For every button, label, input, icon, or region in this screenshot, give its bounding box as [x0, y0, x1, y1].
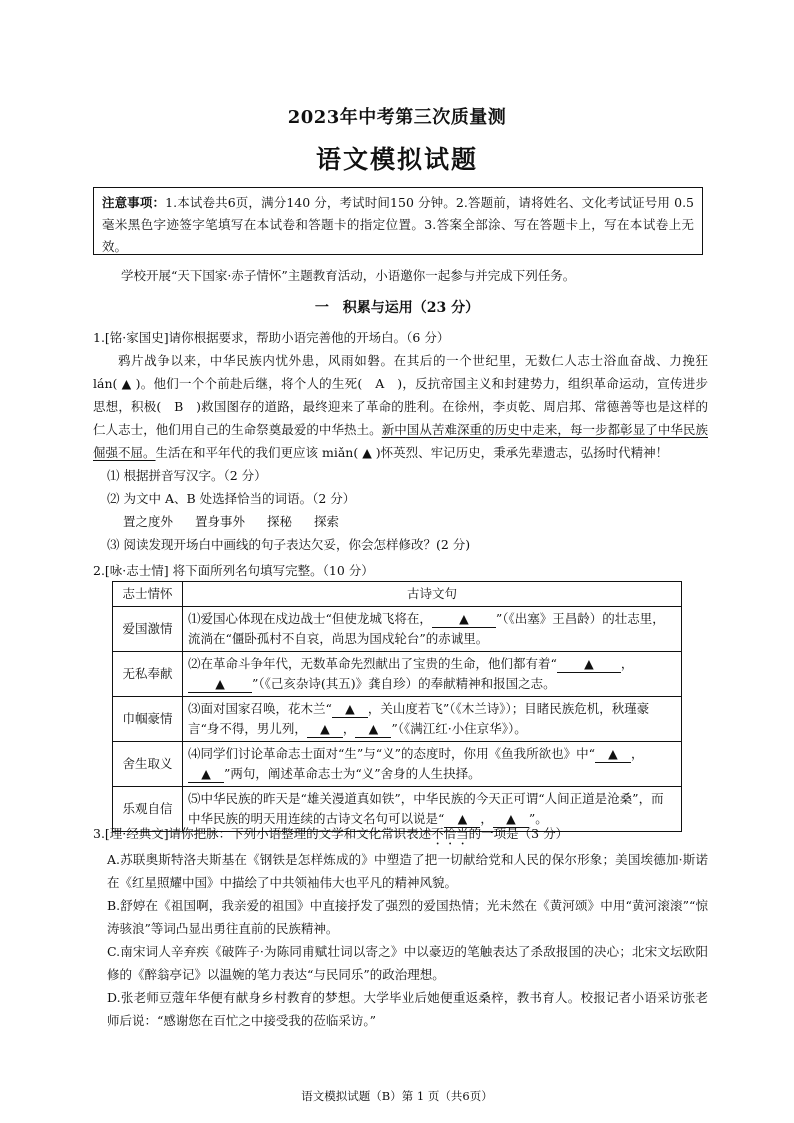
- row-text: ，: [620, 656, 634, 671]
- row-category: 爱国激情: [113, 607, 183, 652]
- row-text: ⑵在革命斗争年代，无数革命先烈献出了宝贵的生命，他们都有着“: [188, 656, 557, 671]
- row-category: 乐观自信: [113, 787, 183, 832]
- table-header-row: [113, 582, 682, 607]
- q1-passage-text: 鸦片战争以来，中华民族内忧外患，风雨如磐。在其后的一个世纪里，无数仁人志士浴血奋战、力挽狂 lán( ▲ )。他们一个个前赴后继，将个人的生死( A )，反抗帝国主义和封建势力，组织革命运动，宣传进步思想，积极( B )救国图存的道路，最终迎来了革命的胜利。在徐州，李贞乾、周启邦、常德善等也是这样的仁人志士，他们用自己的生命祭奠最爱的中华热土。: [93, 353, 708, 437]
- answer-blank[interactable]: ▲: [444, 811, 480, 828]
- row-text: ”。: [528, 811, 548, 826]
- answer-blank[interactable]: ▲: [188, 676, 252, 693]
- q1-passage: [93, 349, 708, 464]
- row-text: ⑶面对国家召唤，花木兰“: [188, 701, 332, 716]
- answer-blank[interactable]: ▲: [188, 766, 224, 783]
- row-content: [183, 742, 682, 787]
- table-header-cell: 古诗文句: [183, 582, 682, 607]
- q1-sub2: ⑵ 为文中 A、B 处选择恰当的词语。（2 分）: [107, 491, 356, 506]
- row-text: ”（《满江红·小住京华》）。: [391, 721, 527, 736]
- q1-options: [93, 510, 708, 533]
- choice-c[interactable]: C.南宋词人辛弃疾《破阵子·为陈同甫赋壮词以寄之》中以豪迈的笔触表达了杀敌报国的决心；北宋文坛欧阳修的《醉翁亭记》以温婉的笔力表达“与民同乐”的政治理想。: [107, 944, 708, 982]
- question-3: [93, 822, 708, 1032]
- row-category: 无私奉献: [113, 652, 183, 697]
- choice-b[interactable]: B.舒婷在《祖国啊，我亲爱的祖国》中直接抒发了强烈的爱国热情；光未然在《黄河颂》中用“黄河滚滚”“惊涛骇浪”等词凸显出勇往直前的民族精神。: [107, 898, 708, 936]
- row-content: [183, 652, 682, 697]
- intro-text: 学校开展“天下国家·赤子情怀”主题教育活动，小语邀你一起参与并完成下列任务。: [121, 268, 576, 283]
- q1-sub1: ⑴ 根据拼音写汉字。（2 分）: [107, 468, 267, 483]
- q1-option: 探索: [314, 514, 340, 529]
- answer-blank[interactable]: ▲: [332, 701, 368, 718]
- notice-label: 注意事项：: [102, 195, 166, 210]
- table-row: [113, 607, 682, 652]
- q1-option: 置身事外: [195, 514, 246, 529]
- answer-blank[interactable]: ▲: [557, 656, 621, 673]
- row-text: ，: [342, 721, 356, 736]
- row-category: 巾帼豪情: [113, 697, 183, 742]
- table-row: [113, 697, 682, 742]
- row-text: ”两句，阐述革命志士为“义”舍身的人生抉择。: [224, 766, 481, 781]
- answer-blank[interactable]: ▲: [432, 611, 496, 628]
- notice-box: [93, 187, 703, 255]
- row-text: ，: [480, 811, 493, 826]
- poem-table: [112, 581, 682, 832]
- main-title: 语文模拟试题: [315, 145, 478, 174]
- table-header-cell: 志士情怀: [113, 582, 183, 607]
- q1-option: 置之度外: [123, 514, 174, 529]
- page-footer: 语文模拟试题（B）第 1 页（共6页）: [301, 1089, 493, 1103]
- notice-text: 1.本试卷共6页，满分140 分，考试时间150 分钟。2.答题前，请将姓名、文化考试证号用 0.5 毫米黑色字迹签字笔填写在本试卷和答题卡的指定位置。3.答案全部涂、写在答题卡上，写在本试卷上无效。: [102, 195, 694, 254]
- q3-stem-text: 的一项是（3 分）: [468, 826, 569, 841]
- q1-sub3: ⑶ 阅读发现开场白中画线的句子表达欠妥，你会怎样修改？(2 分): [107, 537, 471, 552]
- row-text: ，: [630, 746, 644, 761]
- row-text: ”（《出塞》王昌龄）的壮志里，流淌在“僵卧孤村不自哀，尚思为国戍轮台”的赤诚里。: [188, 611, 665, 646]
- q3-stem: [93, 822, 708, 848]
- row-text: ”（《己亥杂诗(其五)》龚自珍）的奉献精神和报国之志。: [252, 676, 556, 691]
- q1-option: 探秘: [267, 514, 293, 529]
- q1-passage-tail: 生活在和平年代的我们更应该 miǎn( ▲ )怀英烈、牢记历史，秉承先辈遗志，弘扬时代精神！: [155, 445, 669, 460]
- q3-emphasis: 不恰当: [431, 826, 469, 841]
- q1-stem: 1.[铭·家国史]请你根据要求，帮助小语完善他的开场白。（6 分）: [93, 330, 450, 345]
- q1-underlined-sentence: 新中国从苦难深重的历史中走来，每一步都彰显了中华民族倔强不屈。: [93, 422, 708, 460]
- answer-blank[interactable]: ▲: [355, 721, 391, 738]
- question-1: [93, 326, 708, 556]
- choice-a[interactable]: A.苏联奥斯特洛夫斯基在《钢铁是怎样炼成的》中塑造了把一切献给党和人民的保尔形象；美国埃德加·斯诺在《红星照耀中国》中描绘了中共领袖伟大也平凡的精神风貌。: [107, 852, 708, 890]
- q3-stem-text: 3.[理·经典文]请你把脉：下列小语整理的文学和文化常识表述: [93, 826, 432, 841]
- table-row: [113, 652, 682, 697]
- section-title: 一 积累与运用（23 分）: [314, 300, 480, 316]
- choice-d[interactable]: D.张老师豆蔻年华便有献身乡村教育的梦想。大学毕业后她便重返桑梓，教书育人。校报记者小语采访张老师后说：“感谢您在百忙之中接受我的莅临采访。”: [107, 990, 708, 1028]
- q2-stem: 2.[咏·志士情] 将下面所列名句填写完整。（10 分）: [93, 563, 374, 578]
- row-text: ⑸中华民族的昨天是“雄关漫道真如铁”，中华民族的今天正可谓“人间正道是沧桑”，而中华民族的明天用连续的古诗文名句可以说是“: [188, 791, 664, 826]
- row-text: ，关山度若飞”（《木兰诗》）；目睹民族危机，秋瑾豪言“身不得，男儿列，: [188, 701, 650, 736]
- row-text: ⑴爱国心体现在戍边战士“但使龙城飞将在，: [188, 611, 432, 626]
- answer-blank[interactable]: ▲: [307, 721, 343, 738]
- row-category: 舍生取义: [113, 742, 183, 787]
- row-content: [183, 607, 682, 652]
- row-content: [183, 697, 682, 742]
- table-row: [113, 742, 682, 787]
- answer-blank[interactable]: ▲: [493, 811, 529, 828]
- answer-blank[interactable]: ▲: [595, 746, 631, 763]
- row-text: ⑷同学们讨论革命志士面对“生”与“义”的态度时，你用《鱼我所欲也》中“: [188, 746, 595, 761]
- exam-title: 2023年中考第三次质量测: [287, 107, 507, 128]
